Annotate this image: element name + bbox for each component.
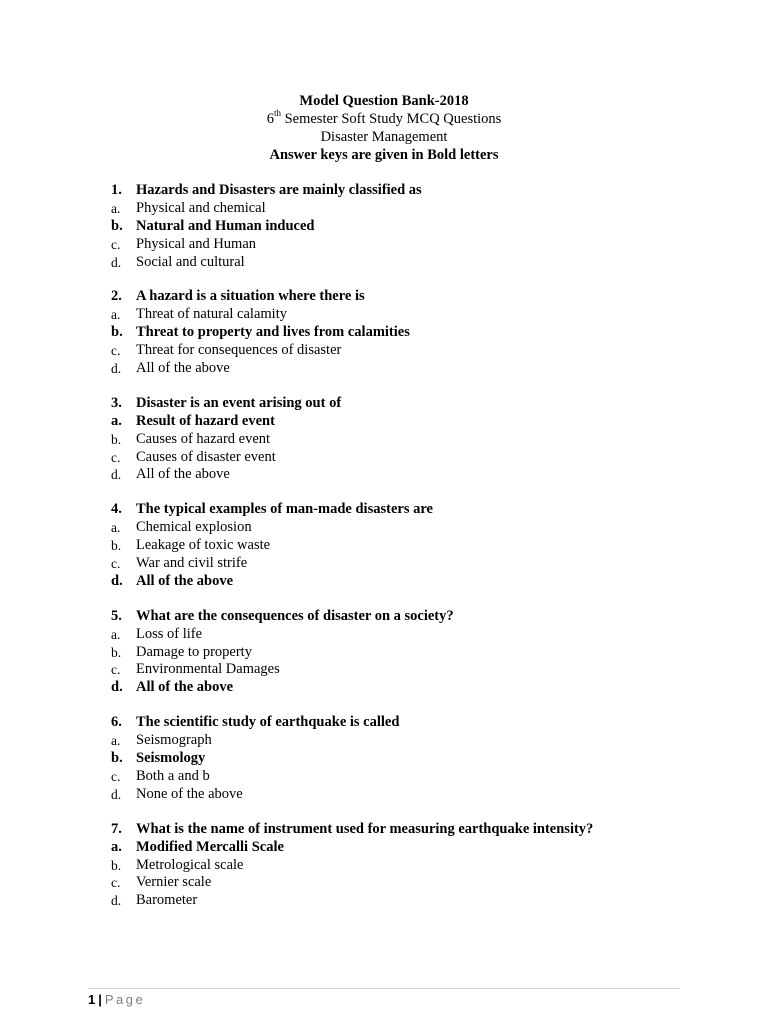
option-letter: a.	[111, 626, 121, 642]
question-4	[111, 501, 731, 590]
question-text: Hazards and Disasters are mainly classified as	[136, 182, 422, 198]
option-letter: b.	[111, 857, 122, 873]
answer-key-note: Answer keys are given in Bold letters	[269, 147, 499, 163]
option-text: Physical and Human	[136, 235, 257, 252]
page-number: 1	[88, 992, 96, 1007]
answer-option	[111, 254, 731, 272]
question-stem	[111, 501, 731, 519]
answer-option	[111, 786, 731, 804]
option-letter: b.	[111, 431, 122, 447]
option-letter: a.	[111, 838, 122, 855]
answer-option	[111, 768, 731, 786]
option-text: Damage to property	[136, 643, 252, 660]
option-letter: b.	[111, 324, 123, 341]
option-text: Environmental Damages	[136, 661, 280, 678]
option-letter: b.	[111, 217, 123, 234]
answer-option	[111, 626, 731, 644]
question-stem	[111, 714, 731, 732]
answer-option	[111, 874, 731, 892]
option-letter: a.	[111, 200, 121, 216]
question-stem	[111, 395, 731, 413]
question-text: What is the name of instrument used for measuring earthquake intensity?	[136, 820, 594, 837]
option-text: Threat for consequences of disaster	[136, 342, 342, 359]
option-letter: d.	[111, 467, 122, 483]
question-3	[111, 395, 731, 484]
footer-separator: |	[98, 992, 102, 1007]
option-letter: b.	[111, 644, 122, 660]
option-letter: d.	[111, 254, 122, 270]
option-text: None of the above	[136, 785, 243, 802]
page-footer	[88, 988, 680, 1009]
option-text: Both a and b	[136, 767, 210, 784]
option-text: Metrological scale	[136, 856, 244, 873]
option-text: Threat to property and lives from calamities	[136, 324, 410, 341]
answer-option	[111, 537, 731, 555]
option-letter: d.	[111, 361, 122, 377]
question-stem	[111, 608, 731, 626]
answer-option	[111, 732, 731, 750]
semester-line	[0, 110, 768, 128]
answer-option-correct	[111, 324, 731, 342]
answer-option-correct	[111, 679, 731, 697]
option-text: War and civil strife	[136, 555, 248, 572]
option-text: Causes of hazard event	[136, 430, 271, 447]
question-number: 5.	[111, 607, 122, 624]
question-5	[111, 608, 731, 697]
option-letter: c.	[111, 449, 121, 465]
option-letter: c.	[111, 662, 121, 678]
answer-option	[111, 661, 731, 679]
question-stem	[111, 288, 731, 306]
answer-option	[111, 431, 731, 449]
answer-option	[111, 519, 731, 537]
answer-option-correct	[111, 750, 731, 768]
option-letter: c.	[111, 343, 121, 359]
answer-option	[111, 342, 731, 360]
question-text: Disaster is an event arising out of	[136, 394, 342, 411]
question-list	[111, 182, 731, 927]
option-text: All of the above	[136, 466, 230, 483]
option-text: Seismology	[136, 750, 206, 767]
option-letter: d.	[111, 893, 122, 909]
option-letter: a.	[111, 733, 121, 749]
option-text: Causes of disaster event	[136, 448, 276, 465]
option-letter: c.	[111, 875, 121, 891]
option-text: Loss of life	[136, 625, 203, 642]
answer-option-correct	[111, 573, 731, 591]
option-letter: a.	[111, 412, 122, 429]
semester-number: 6	[266, 111, 274, 127]
document-header	[0, 92, 768, 164]
question-number: 3.	[111, 394, 122, 411]
answer-option	[111, 449, 731, 467]
answer-option-correct	[111, 218, 731, 236]
option-text: Natural and Human induced	[136, 217, 315, 234]
answer-option	[111, 466, 731, 484]
semester-suffix: th	[273, 108, 281, 119]
question-number: 1.	[111, 182, 122, 198]
option-text: All of the above	[136, 572, 234, 589]
option-text: Leakage of toxic waste	[136, 537, 271, 554]
semester-text: Semester Soft Study MCQ Questions	[280, 111, 502, 127]
answer-option	[111, 236, 731, 254]
question-stem	[111, 182, 731, 200]
option-text: Social and cultural	[136, 253, 245, 270]
answer-option	[111, 360, 731, 378]
answer-option	[111, 306, 731, 324]
question-number: 2.	[111, 288, 122, 305]
option-letter: b.	[111, 750, 123, 767]
option-text: Barometer	[136, 892, 198, 909]
question-number: 7.	[111, 820, 122, 837]
option-text: Threat of natural calamity	[136, 306, 287, 323]
option-letter: a.	[111, 307, 121, 323]
question-1	[111, 182, 731, 271]
answer-option	[111, 555, 731, 573]
option-letter: c.	[111, 768, 121, 784]
question-2	[111, 288, 731, 377]
answer-option	[111, 857, 731, 875]
subject-line: Disaster Management	[320, 129, 448, 145]
question-text: What are the consequences of disaster on a society?	[136, 607, 454, 624]
option-text: Result of hazard event	[136, 412, 275, 429]
question-text: A hazard is a situation where there is	[136, 288, 365, 305]
option-letter: d.	[111, 572, 123, 589]
option-text: Modified Mercalli Scale	[136, 838, 284, 855]
option-text: Vernier scale	[136, 874, 212, 891]
question-7	[111, 821, 731, 910]
option-letter: a.	[111, 520, 121, 536]
document-title: Model Question Bank-2018	[299, 93, 469, 109]
option-text: Seismograph	[136, 732, 212, 749]
answer-option-correct	[111, 413, 731, 431]
option-letter: c.	[111, 236, 121, 252]
option-text: All of the above	[136, 679, 234, 696]
option-letter: c.	[111, 556, 121, 572]
option-text: Physical and chemical	[136, 199, 266, 216]
answer-option	[111, 892, 731, 910]
option-letter: b.	[111, 538, 122, 554]
option-letter: d.	[111, 679, 123, 696]
answer-option	[111, 200, 731, 218]
answer-option-correct	[111, 839, 731, 857]
question-text: The scientific study of earthquake is called	[136, 714, 400, 731]
question-stem	[111, 821, 731, 839]
question-6	[111, 714, 731, 803]
answer-option	[111, 644, 731, 662]
option-letter: d.	[111, 786, 122, 802]
question-text: The typical examples of man-made disasters are	[136, 501, 433, 518]
option-text: All of the above	[136, 360, 230, 377]
option-text: Chemical explosion	[136, 519, 252, 536]
page-label: Page	[104, 992, 146, 1007]
question-number: 4.	[111, 501, 122, 518]
question-number: 6.	[111, 714, 122, 731]
